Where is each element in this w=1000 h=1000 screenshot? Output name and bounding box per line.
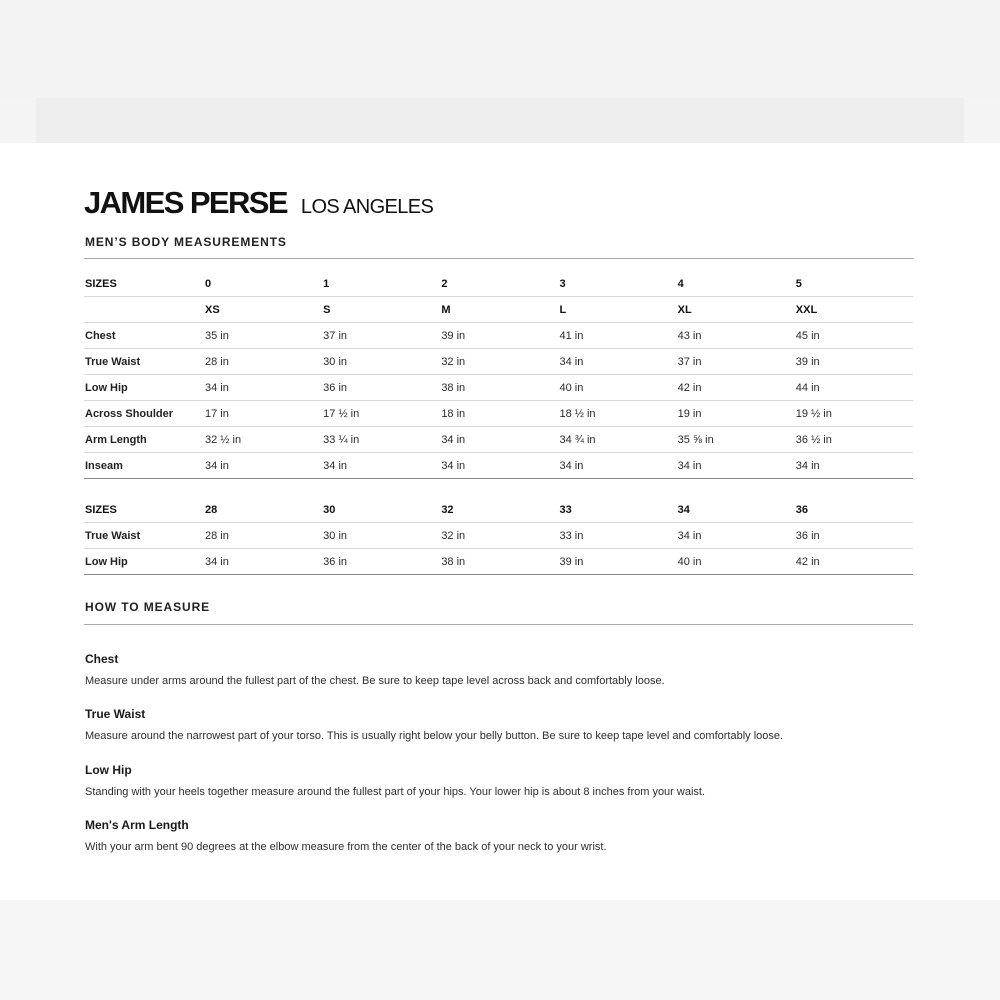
table-cell: XS xyxy=(204,297,322,323)
table-cell: 28 in xyxy=(204,349,322,375)
table-cell: 35 ⅝ in xyxy=(677,427,795,453)
header-gray-strip xyxy=(36,98,964,143)
table-cell: 34 in xyxy=(677,523,795,549)
table-cell: Chest xyxy=(84,323,204,349)
table-cell: 34 in xyxy=(204,549,322,575)
table-row xyxy=(84,349,913,375)
table-cell: 37 in xyxy=(677,349,795,375)
table-header-cell: 5 xyxy=(795,271,913,297)
table-cell: Inseam xyxy=(84,453,204,479)
table-cell: S xyxy=(322,297,440,323)
table-cell: Across Shoulder xyxy=(84,401,204,427)
table-cell: 39 in xyxy=(558,549,676,575)
table-cell: M xyxy=(440,297,558,323)
table-header-cell: 28 xyxy=(204,497,322,523)
table-cell: 30 in xyxy=(322,349,440,375)
table-row xyxy=(84,453,913,479)
table-header-cell: 36 xyxy=(795,497,913,523)
divider xyxy=(84,624,913,625)
table-cell: Arm Length xyxy=(84,427,204,453)
table-cell: 36 in xyxy=(322,375,440,401)
measure-item-arm-length xyxy=(85,818,915,853)
table-cell: 34 in xyxy=(440,453,558,479)
table-cell: 37 in xyxy=(322,323,440,349)
table-row xyxy=(84,549,913,575)
table-header-cell: 32 xyxy=(440,497,558,523)
table-cell: Low Hip xyxy=(84,375,204,401)
measure-item-text: With your arm bent 90 degrees at the elbow measure from the center of the back of your neck to your wrist. xyxy=(85,841,607,853)
table-cell: Low Hip xyxy=(84,549,204,575)
measure-item-chest xyxy=(85,652,915,687)
table-header-row xyxy=(84,271,913,297)
brand-logo xyxy=(84,185,433,221)
body-measurements-title: MEN’S BODY MEASUREMENTS xyxy=(85,235,287,249)
table-cell: 18 in xyxy=(440,401,558,427)
table-row xyxy=(84,323,913,349)
table-cell: XXL xyxy=(795,297,913,323)
body-measurements-table xyxy=(84,271,913,479)
measure-item-title: Low Hip xyxy=(85,763,132,777)
measure-item-title: Chest xyxy=(85,652,119,666)
table-row xyxy=(84,401,913,427)
table-cell xyxy=(84,297,204,323)
table-cell: 34 in xyxy=(677,453,795,479)
table-header-cell: 33 xyxy=(558,497,676,523)
table-cell: 33 ¼ in xyxy=(322,427,440,453)
measure-item-text: Measure around the narrowest part of your torso. This is usually right below your belly button. Be sure to keep tape level and comfortably loose. xyxy=(85,730,784,742)
table-cell: 41 in xyxy=(558,323,676,349)
table-cell: 40 in xyxy=(558,375,676,401)
measure-item-true-waist xyxy=(85,707,915,742)
table-header-row xyxy=(84,497,913,523)
table-cell: 19 ½ in xyxy=(795,401,913,427)
table-cell: 36 in xyxy=(322,549,440,575)
table-cell: 34 in xyxy=(795,453,913,479)
table-cell: 42 in xyxy=(677,375,795,401)
table-cell: True Waist xyxy=(84,349,204,375)
table-cell: 32 in xyxy=(440,523,558,549)
table-cell: L xyxy=(558,297,676,323)
table-header-cell: 3 xyxy=(558,271,676,297)
measure-item-title: True Waist xyxy=(85,707,146,721)
table-cell: 44 in xyxy=(795,375,913,401)
table-cell: 34 in xyxy=(322,453,440,479)
table-cell: 34 in xyxy=(558,349,676,375)
table-cell: 34 in xyxy=(558,453,676,479)
measure-item-text: Measure under arms around the fullest part of the chest. Be sure to keep tape level across back and comfortably loose. xyxy=(85,675,665,687)
brand-name: JAMES PERSE xyxy=(84,185,287,220)
table-cell: 17 ½ in xyxy=(322,401,440,427)
table-header-cell: SIZES xyxy=(84,271,204,297)
table-header-cell: 34 xyxy=(677,497,795,523)
table-cell: 34 in xyxy=(440,427,558,453)
brand-location: LOS ANGELES xyxy=(300,196,434,218)
measure-item-low-hip xyxy=(85,763,915,798)
table-cell: 19 in xyxy=(677,401,795,427)
table-cell: 43 in xyxy=(677,323,795,349)
table-cell: 30 in xyxy=(322,523,440,549)
measure-item-title: Men's Arm Length xyxy=(85,818,189,832)
table-cell: 39 in xyxy=(795,349,913,375)
table-header-cell: 0 xyxy=(204,271,322,297)
table-cell: 34 ¾ in xyxy=(558,427,676,453)
table-cell: 38 in xyxy=(440,549,558,575)
table-cell: 36 in xyxy=(795,523,913,549)
table-cell: 38 in xyxy=(440,375,558,401)
table-cell: 42 in xyxy=(795,549,913,575)
top-background-band xyxy=(0,0,1000,98)
table-header-cell: 2 xyxy=(440,271,558,297)
table-cell: 17 in xyxy=(204,401,322,427)
bottom-background-band xyxy=(0,900,1000,1000)
table-cell: True Waist xyxy=(84,523,204,549)
table-header-cell: 4 xyxy=(677,271,795,297)
table-cell: 18 ½ in xyxy=(558,401,676,427)
table-cell: 39 in xyxy=(440,323,558,349)
measure-item-text: Standing with your heels together measure around the fullest part of your hips. Your lower hip is about 8 inches from your waist. xyxy=(85,786,706,798)
table-row xyxy=(84,375,913,401)
table-cell: 36 ½ in xyxy=(795,427,913,453)
table-header-cell: SIZES xyxy=(84,497,204,523)
waist-sizes-table xyxy=(84,497,913,575)
table-cell: XL xyxy=(677,297,795,323)
table-row xyxy=(84,297,913,323)
table-header-cell: 1 xyxy=(322,271,440,297)
divider xyxy=(84,258,913,259)
table-cell: 28 in xyxy=(204,523,322,549)
how-to-measure-title: HOW TO MEASURE xyxy=(85,600,211,614)
table-cell: 33 in xyxy=(558,523,676,549)
table-cell: 34 in xyxy=(204,375,322,401)
table-cell: 40 in xyxy=(677,549,795,575)
table-cell: 45 in xyxy=(795,323,913,349)
table-cell: 32 in xyxy=(440,349,558,375)
table-cell: 35 in xyxy=(204,323,322,349)
table-row xyxy=(84,427,913,453)
table-row xyxy=(84,523,913,549)
table-header-cell: 30 xyxy=(322,497,440,523)
table-cell: 34 in xyxy=(204,453,322,479)
table-cell: 32 ½ in xyxy=(204,427,322,453)
